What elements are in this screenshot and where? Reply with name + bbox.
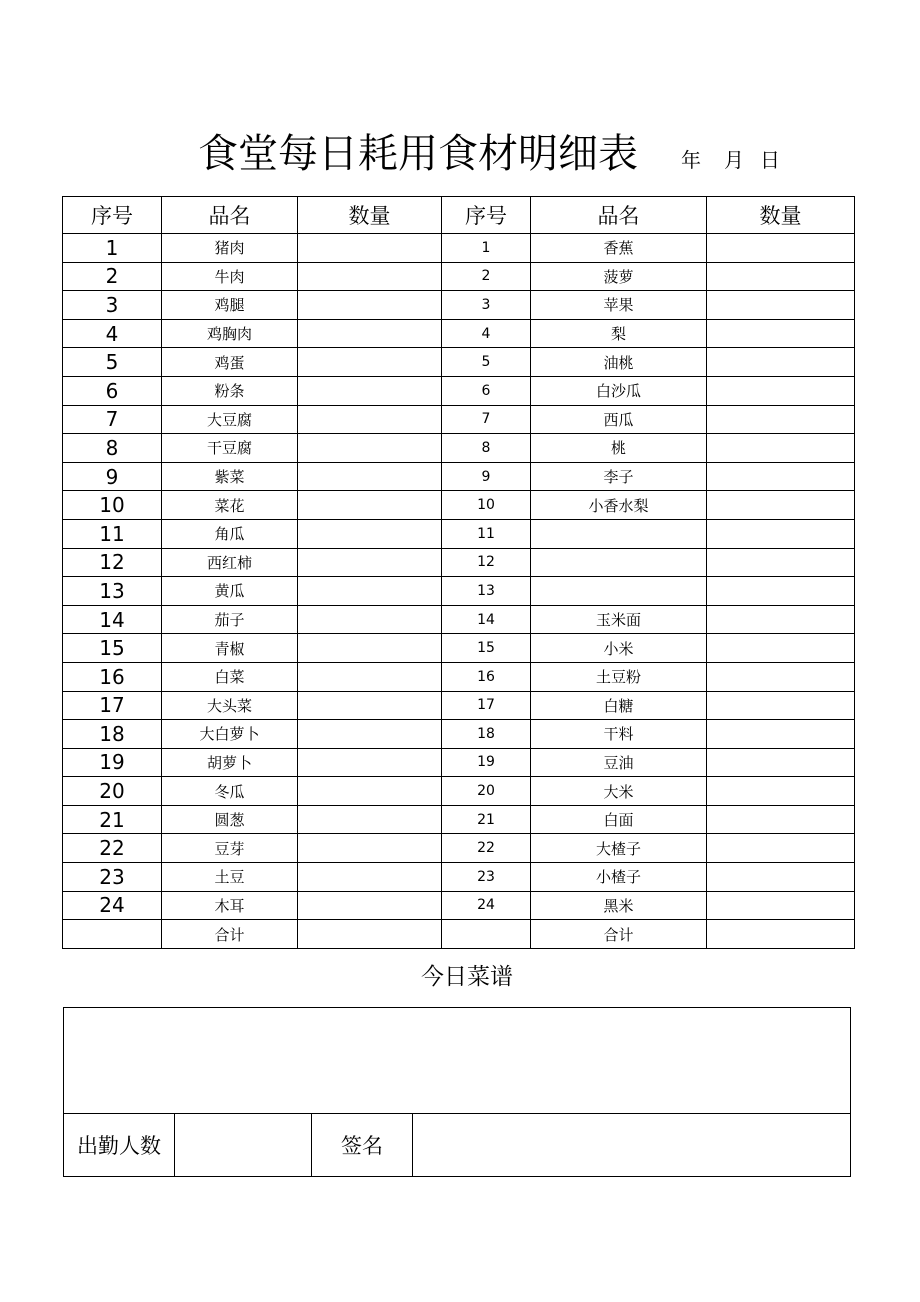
left-item-name-cell: 鸡蛋 <box>162 348 298 377</box>
table-header-row <box>63 197 855 234</box>
right-seq-cell: 16 <box>442 662 531 691</box>
left-item-name-cell: 大头菜 <box>162 691 298 720</box>
column-header-left-seq: 序号 <box>63 197 162 234</box>
left-quantity-cell[interactable] <box>298 376 442 405</box>
left-item-name-cell: 冬瓜 <box>162 777 298 806</box>
left-quantity-cell[interactable] <box>298 319 442 348</box>
right-seq-cell: 11 <box>442 519 531 548</box>
left-quantity-cell[interactable] <box>298 291 442 320</box>
left-item-name-cell: 粉条 <box>162 376 298 405</box>
attendance-value-cell[interactable] <box>175 1114 312 1176</box>
left-quantity-cell[interactable] <box>298 462 442 491</box>
date-day-label: 日 <box>760 148 780 172</box>
right-quantity-cell[interactable] <box>707 491 855 520</box>
date-year-label: 年 <box>681 148 701 172</box>
left-seq-cell: 6 <box>63 376 162 405</box>
right-seq-cell: 4 <box>442 319 531 348</box>
right-item-name-cell: 干料 <box>531 720 707 749</box>
title-row <box>0 122 920 182</box>
table-row <box>63 605 855 634</box>
left-seq-cell: 23 <box>63 863 162 892</box>
left-seq-cell: 4 <box>63 319 162 348</box>
left-seq-cell: 9 <box>63 462 162 491</box>
left-quantity-cell[interactable] <box>298 262 442 291</box>
left-item-name-cell: 鸡胸肉 <box>162 319 298 348</box>
right-quantity-cell[interactable] <box>707 548 855 577</box>
table-row <box>63 720 855 749</box>
right-item-name-cell: 菠萝 <box>531 262 707 291</box>
table-row <box>63 319 855 348</box>
right-quantity-cell[interactable] <box>707 720 855 749</box>
right-quantity-cell[interactable] <box>707 920 855 949</box>
right-item-name-cell: 小米 <box>531 634 707 663</box>
right-item-name-cell: 李子 <box>531 462 707 491</box>
left-seq-cell: 11 <box>63 519 162 548</box>
left-seq-cell: 19 <box>63 748 162 777</box>
table-row <box>63 634 855 663</box>
left-item-name-cell: 干豆腐 <box>162 434 298 463</box>
left-item-name-cell: 牛肉 <box>162 262 298 291</box>
column-header-left-name: 品名 <box>162 197 298 234</box>
left-item-name-cell: 黄瓜 <box>162 577 298 606</box>
right-item-name-cell: 西瓜 <box>531 405 707 434</box>
left-seq-cell: 16 <box>63 662 162 691</box>
left-seq-cell: 20 <box>63 777 162 806</box>
left-item-name-cell: 菜花 <box>162 491 298 520</box>
right-quantity-cell[interactable] <box>707 662 855 691</box>
left-seq-cell: 2 <box>63 262 162 291</box>
left-item-name-cell: 大豆腐 <box>162 405 298 434</box>
table-row <box>63 863 855 892</box>
right-item-name-cell: 小楂子 <box>531 863 707 892</box>
left-quantity-cell[interactable] <box>298 863 442 892</box>
right-seq-cell: 3 <box>442 291 531 320</box>
left-item-name-cell: 鸡腿 <box>162 291 298 320</box>
menu-content-area[interactable] <box>64 1008 850 1114</box>
right-quantity-cell[interactable] <box>707 405 855 434</box>
right-seq-cell: 8 <box>442 434 531 463</box>
left-item-name-cell: 角瓜 <box>162 519 298 548</box>
right-item-name-cell: 香蕉 <box>531 234 707 263</box>
right-quantity-cell[interactable] <box>707 291 855 320</box>
menu-title: 今日菜谱 <box>421 964 513 990</box>
left-quantity-cell[interactable] <box>298 405 442 434</box>
right-item-name-cell: 土豆粉 <box>531 662 707 691</box>
left-quantity-cell[interactable] <box>298 491 442 520</box>
right-item-name-cell: 白糖 <box>531 691 707 720</box>
table-row <box>63 491 855 520</box>
right-seq-cell: 21 <box>442 805 531 834</box>
left-quantity-cell[interactable] <box>298 720 442 749</box>
right-seq-cell: 14 <box>442 605 531 634</box>
attendance-label: 出勤人数 <box>64 1114 175 1176</box>
left-seq-cell: 14 <box>63 605 162 634</box>
right-seq-cell: 2 <box>442 262 531 291</box>
table-row <box>63 748 855 777</box>
table-row <box>63 920 855 949</box>
right-quantity-cell[interactable] <box>707 748 855 777</box>
table-row <box>63 805 855 834</box>
left-quantity-cell[interactable] <box>298 348 442 377</box>
right-quantity-cell[interactable] <box>707 462 855 491</box>
column-header-left-qty: 数量 <box>298 197 442 234</box>
right-seq-cell: 5 <box>442 348 531 377</box>
signature-value-cell[interactable] <box>413 1114 850 1176</box>
left-seq-cell: 1 <box>63 234 162 263</box>
right-item-name-cell: 玉米面 <box>531 605 707 634</box>
right-quantity-cell[interactable] <box>707 805 855 834</box>
table-row <box>63 662 855 691</box>
right-quantity-cell[interactable] <box>707 519 855 548</box>
left-quantity-cell[interactable] <box>298 577 442 606</box>
table-body <box>63 234 855 949</box>
page-title: 食堂每日耗用食材明细表 <box>198 131 638 177</box>
right-item-name-cell: 桃 <box>531 434 707 463</box>
left-seq-cell: 5 <box>63 348 162 377</box>
right-seq-cell: 6 <box>442 376 531 405</box>
column-header-right-name: 品名 <box>531 197 707 234</box>
left-quantity-cell[interactable] <box>298 691 442 720</box>
table-row <box>63 891 855 920</box>
left-quantity-cell[interactable] <box>298 891 442 920</box>
food-usage-table <box>62 196 855 949</box>
left-item-name-cell: 豆芽 <box>162 834 298 863</box>
right-quantity-cell[interactable] <box>707 834 855 863</box>
left-item-name-cell: 茄子 <box>162 605 298 634</box>
left-item-name-cell: 西红柿 <box>162 548 298 577</box>
left-quantity-cell[interactable] <box>298 834 442 863</box>
left-seq-cell: 18 <box>63 720 162 749</box>
right-item-name-cell: 小香水梨 <box>531 491 707 520</box>
left-item-name-cell: 合计 <box>162 920 298 949</box>
left-quantity-cell[interactable] <box>298 805 442 834</box>
left-seq-cell <box>63 920 162 949</box>
left-item-name-cell: 胡萝卜 <box>162 748 298 777</box>
left-seq-cell: 10 <box>63 491 162 520</box>
left-seq-cell: 15 <box>63 634 162 663</box>
left-item-name-cell: 白菜 <box>162 662 298 691</box>
table-row <box>63 434 855 463</box>
right-seq-cell: 20 <box>442 777 531 806</box>
menu-box <box>63 1007 851 1177</box>
left-item-name-cell: 大白萝卜 <box>162 720 298 749</box>
right-seq-cell: 12 <box>442 548 531 577</box>
right-seq-cell: 10 <box>442 491 531 520</box>
right-seq-cell: 18 <box>442 720 531 749</box>
right-item-name-cell <box>531 577 707 606</box>
right-quantity-cell[interactable] <box>707 348 855 377</box>
right-quantity-cell[interactable] <box>707 262 855 291</box>
left-seq-cell: 17 <box>63 691 162 720</box>
left-quantity-cell[interactable] <box>298 519 442 548</box>
right-quantity-cell[interactable] <box>707 634 855 663</box>
table-row <box>63 519 855 548</box>
right-seq-cell: 15 <box>442 634 531 663</box>
right-seq-cell: 23 <box>442 863 531 892</box>
left-item-name-cell: 土豆 <box>162 863 298 892</box>
left-seq-cell: 24 <box>63 891 162 920</box>
table-row <box>63 348 855 377</box>
left-item-name-cell: 猪肉 <box>162 234 298 263</box>
column-header-right-seq: 序号 <box>442 197 531 234</box>
right-item-name-cell: 豆油 <box>531 748 707 777</box>
right-seq-cell: 22 <box>442 834 531 863</box>
column-header-right-qty: 数量 <box>707 197 855 234</box>
left-quantity-cell[interactable] <box>298 434 442 463</box>
right-item-name-cell: 大楂子 <box>531 834 707 863</box>
left-quantity-cell[interactable] <box>298 234 442 263</box>
right-seq-cell <box>442 920 531 949</box>
right-item-name-cell: 梨 <box>531 319 707 348</box>
right-quantity-cell[interactable] <box>707 891 855 920</box>
right-seq-cell: 17 <box>442 691 531 720</box>
left-seq-cell: 8 <box>63 434 162 463</box>
right-quantity-cell[interactable] <box>707 863 855 892</box>
left-seq-cell: 22 <box>63 834 162 863</box>
table-row <box>63 376 855 405</box>
left-quantity-cell[interactable] <box>298 548 442 577</box>
left-quantity-cell[interactable] <box>298 777 442 806</box>
attendance-row <box>64 1114 850 1176</box>
right-seq-cell: 9 <box>442 462 531 491</box>
right-seq-cell: 24 <box>442 891 531 920</box>
right-item-name-cell: 白面 <box>531 805 707 834</box>
left-seq-cell: 12 <box>63 548 162 577</box>
left-seq-cell: 13 <box>63 577 162 606</box>
right-item-name-cell <box>531 548 707 577</box>
left-seq-cell: 3 <box>63 291 162 320</box>
left-quantity-cell[interactable] <box>298 634 442 663</box>
right-quantity-cell[interactable] <box>707 691 855 720</box>
left-item-name-cell: 紫菜 <box>162 462 298 491</box>
left-item-name-cell: 青椒 <box>162 634 298 663</box>
right-quantity-cell[interactable] <box>707 319 855 348</box>
left-item-name-cell: 木耳 <box>162 891 298 920</box>
right-seq-cell: 7 <box>442 405 531 434</box>
signature-label: 签名 <box>312 1114 413 1176</box>
date-month-label: 月 <box>724 148 744 172</box>
right-quantity-cell[interactable] <box>707 605 855 634</box>
right-seq-cell: 1 <box>442 234 531 263</box>
left-quantity-cell[interactable] <box>298 605 442 634</box>
left-item-name-cell: 圆葱 <box>162 805 298 834</box>
table-row <box>63 462 855 491</box>
right-item-name-cell: 苹果 <box>531 291 707 320</box>
table-row <box>63 834 855 863</box>
table-row <box>63 234 855 263</box>
right-item-name-cell: 油桃 <box>531 348 707 377</box>
table-row <box>63 777 855 806</box>
table-row <box>63 577 855 606</box>
table-row <box>63 691 855 720</box>
right-item-name-cell: 大米 <box>531 777 707 806</box>
left-quantity-cell[interactable] <box>298 748 442 777</box>
left-quantity-cell[interactable] <box>298 920 442 949</box>
right-item-name-cell: 黑米 <box>531 891 707 920</box>
right-quantity-cell[interactable] <box>707 234 855 263</box>
right-quantity-cell[interactable] <box>707 376 855 405</box>
right-seq-cell: 13 <box>442 577 531 606</box>
table-row <box>63 405 855 434</box>
left-seq-cell: 21 <box>63 805 162 834</box>
right-item-name-cell: 白沙瓜 <box>531 376 707 405</box>
right-seq-cell: 19 <box>442 748 531 777</box>
right-quantity-cell[interactable] <box>707 577 855 606</box>
right-quantity-cell[interactable] <box>707 434 855 463</box>
table-row <box>63 548 855 577</box>
right-quantity-cell[interactable] <box>707 777 855 806</box>
right-item-name-cell: 合计 <box>531 920 707 949</box>
right-item-name-cell <box>531 519 707 548</box>
table-row <box>63 291 855 320</box>
left-quantity-cell[interactable] <box>298 662 442 691</box>
left-seq-cell: 7 <box>63 405 162 434</box>
table-row <box>63 262 855 291</box>
